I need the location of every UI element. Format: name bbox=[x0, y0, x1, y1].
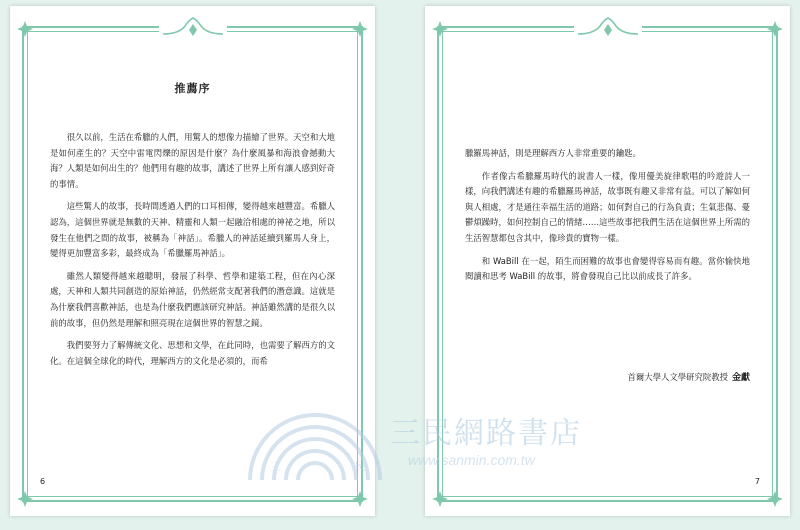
corner-ornament-icon bbox=[764, 488, 786, 510]
watermark-char: 三 bbox=[270, 460, 281, 473]
page-number: 7 bbox=[754, 477, 760, 486]
signature-affiliation: 首爾大學人文學研究院教授 bbox=[627, 372, 728, 382]
corner-ornament-icon bbox=[429, 18, 451, 40]
signature-name: 金獻 bbox=[731, 373, 750, 383]
body-text bbox=[465, 146, 750, 292]
frame-ornament-icon bbox=[159, 14, 227, 42]
corner-ornament-icon bbox=[349, 18, 371, 40]
body-text bbox=[50, 130, 335, 376]
corner-ornament-icon bbox=[764, 18, 786, 40]
watermark-url: www.sanmin.com.tw bbox=[408, 452, 535, 468]
paragraph: 很久以前，生活在希臘的人們，用驚人的想像力描繪了世界。天空和大地是如何產生的？天空中雷電閃爍的原因是什麼？為什麼風暴和海浪會撼動大海？人類是如何出生的？他們用有趣的故事，講述了世界上所有讓人感到好奇的事情。 bbox=[50, 132, 335, 189]
paragraph: 和 WaBill 在一起，陌生而困難的故事也會變得容易而有趣。當你愉快地閱讀和思考 WaBill 的故事，將會發現自己比以前成長了許多。 bbox=[465, 255, 750, 282]
sanmin-logo-icon bbox=[240, 400, 390, 500]
watermark bbox=[240, 400, 620, 500]
frame-ornament-icon bbox=[574, 14, 642, 42]
corner-ornament-icon bbox=[14, 18, 36, 40]
watermark-char: 民 bbox=[354, 460, 366, 473]
paragraph: 作者像古希臘羅馬時代的說書人一樣，像用優美旋律歌唱的吟遊詩人一樣，向我們講述有趣的希臘羅馬神話，故事既有趣又非常有益。可以了解如何與人相處，才是通往幸福生活的道路；如何對自己的行為負責；生氣悲傷、憂鬱煩躁時，如何控制自己的情緒……這些故事把我們生活在這個世界上所需的生活智慧都包含其中，像珍貴的寶物一樣。 bbox=[465, 170, 750, 243]
paragraph: 臘羅馬神話，則是理解西方人非常重要的鑰匙。 bbox=[465, 148, 641, 158]
signature bbox=[627, 370, 750, 383]
page-number: 6 bbox=[40, 477, 46, 486]
watermark-chars bbox=[270, 458, 366, 474]
paragraph: 這些驚人的故事，長時間透過人們的口耳相傳，變得越來越豐富。希臘人認為，這個世界就是無數的天神、精靈和人類一起融洽相處的神祕之地，所以發生在他們之間的故事，被稱為「神話」。希臘人的神話延續到羅馬人身上，變得更加豐富多彩，最終成為「希臘羅馬神話」。 bbox=[50, 201, 335, 259]
paragraph: 我們要努力了解傳統文化、思想和文學，在此同時，也需要了解西方的文化。在這個全球化的時代，理解西方的文化是必須的，而希 bbox=[50, 340, 335, 366]
paragraph: 雖然人類變得越來越聰明，發展了科學、哲學和建築工程，但在內心深處，天神和人類共同創造的原始神話，仍然經常支配著我們的潛意識。這就是為什麼我們喜歡神話，也是為什麼我們應該研究神話。神話雖然講的是很久以前的故事，但仍然是理解和照亮現在這個世界的智慧之鏡。 bbox=[50, 270, 335, 328]
corner-ornament-icon bbox=[14, 488, 36, 510]
watermark-title: 三民網路書店 bbox=[390, 416, 582, 451]
page-title: 推薦序 bbox=[174, 82, 211, 95]
